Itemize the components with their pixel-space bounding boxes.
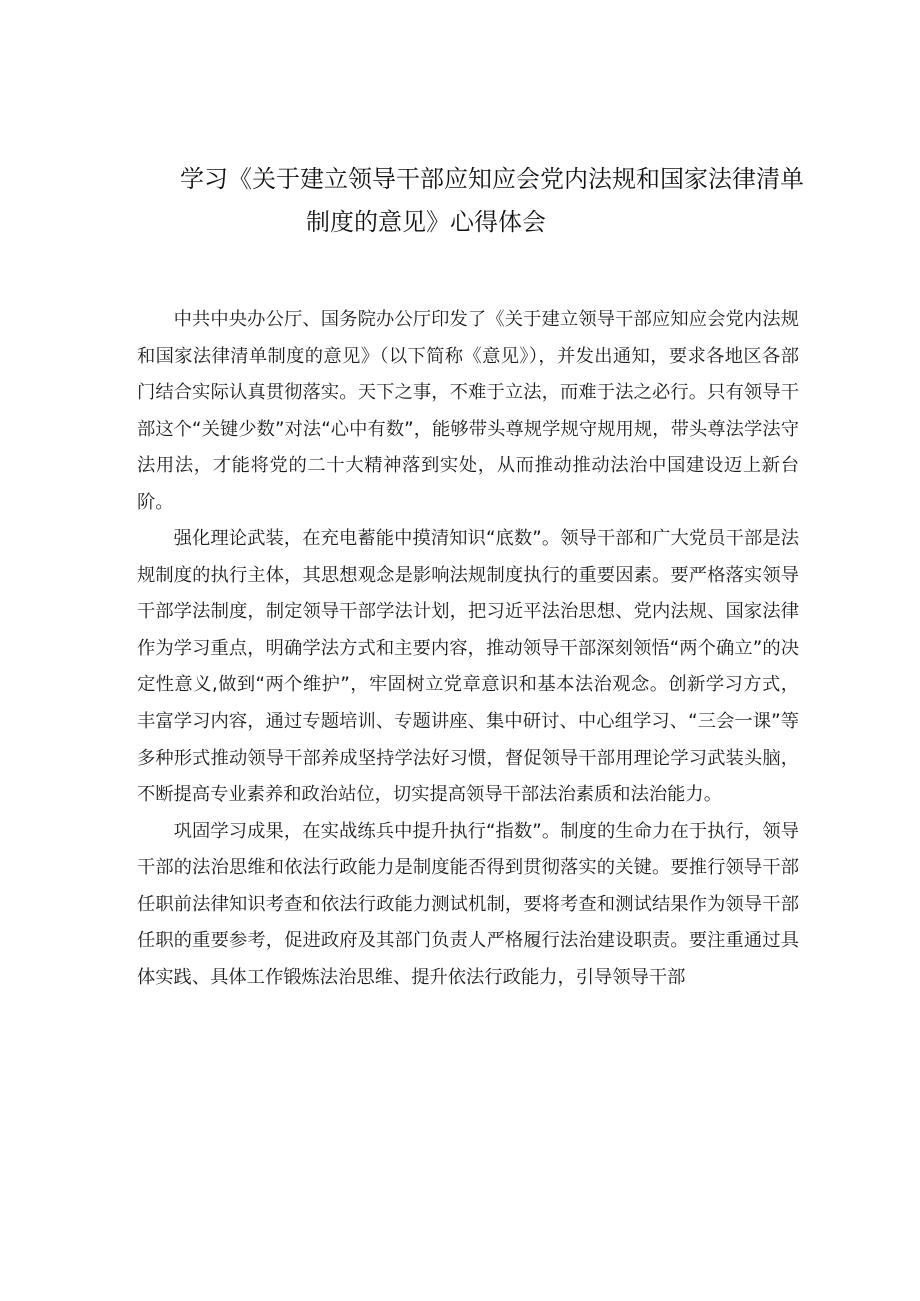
paragraph-2: 强化理论武装，在充电蓄能中摸清知识“底数”。领导干部和广大党员干部是法规制度的执行主体，其思想观念是影响法规制度执行的重要因素。要严格落实领导干部学法制度，制定领导干部学法计划，把习近平法治思想、党内法规、国家法律作为学习重点，明确学法方式和主要内容，推动领导干部深刻领悟“两个确立”的决定性意义,做到“两个维护”，牢固树立党章意识和基本法治观念。创新学习方式，丰富学习内容，通过专题培训、专题讲座、集中研讨、中心组学习、“三会一课”等多种形式推动领导干部养成坚持学法好习惯，督促领导干部用理论学习武装头脑，不断提高专业素养和政治站位，切实提高领导干部法治素质和法治能力。 [137,528,799,806]
document-body [137,302,799,996]
paragraph-1: 中共中央办公厅、国务院办公厅印发了《关于建立领导干部应知应会党内法规和国家法律清单制度的意见》（以下简称《意见》），并发出通知，要求各地区各部门结合实际认真贯彻落实。天下之事，不难于立法，而难于法之必行。只有领导干部这个“关键少数”对法“心中有数”，能够带头尊规学规守规用规，带头尊法学法守法用法，才能将党的二十大精神落到实处，从而推动推动法治中国建设迈上新台阶。 [137,309,799,513]
paragraph-3: 巩固学习成果，在实战练兵中提升执行“指数”。制度的生命力在于执行，领导干部的法治思维和依法行政能力是制度能否得到贯彻落实的关键。要推行领导干部任职前法律知识考查和依法行政能力测试机制，要将考查和测试结果作为领导干部任职的重要参考，促进政府及其部门负责人严格履行法治建设职责。要注重通过具体实践、具体工作锻炼法治思维、提升依法行政能力，引导领导干部 [137,820,799,988]
title-line-2: 制度的意见》心得体会 [306,208,546,236]
title-line-1: 学习《关于建立领导干部应知应会党内法规和国家法律清单 [180,165,804,193]
document-title [0,158,920,244]
